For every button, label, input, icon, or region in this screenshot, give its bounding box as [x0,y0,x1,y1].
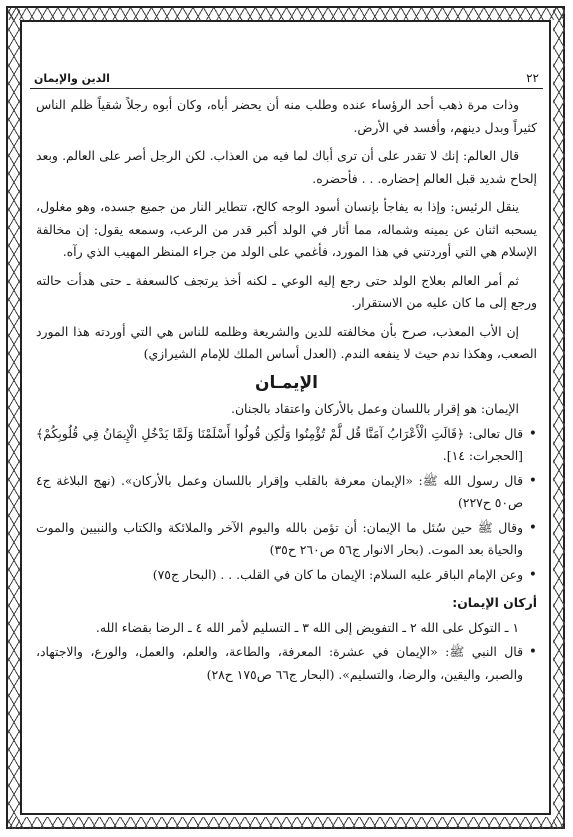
border-pattern-bottom [8,817,565,829]
section-title-text: الإيمـان [255,372,318,393]
page-content [36,94,537,692]
border-pattern-right [553,8,565,829]
border-pattern-top [8,8,565,20]
running-header [30,66,543,89]
definition: الإيمان: هو إقرار باللسان وعمل بالأركان واعتقاد بالجنان. [231,401,519,416]
paragraph: ثم أمر العالم بعلاج الولد حتى رجع إليه الوعي ـ لكنه أخذ يرتجف كالسعفة ـ حتى هدأت حالته ورجع إلى ما كان عليه من الاستقرار. [36,272,537,310]
paragraph: قال العالم: إنك لا تقدر على أن ترى أباك لما فيه من العذاب. لكن الرجل أصر على العالم. وبعد إلحاح شديد قبل العالم إحضاره. . . فأحضره. [36,148,537,186]
border-pattern-left [8,8,20,829]
section-title [36,372,537,395]
paragraph: إن الأب المعذب، صرح بأن مخالفته للدين والشريعة وظلمه للناس هي التي أوردته هذا المورد الصعب، وهكذا ندم حيث لا ينفعه الندم. (العدل أساس الملك للإمام الشيرازي) [36,323,537,361]
list-item: • قال تعالى: ﴿قَالَتِ الْأَعْرَابُ آمَنَّا قُل لَّمْ تُؤْمِنُوا وَلَٰكِن قُولُوا أَسْلَمْنَا وَلَمَّا يَدْخُلِ الْإِيمَانُ فِي قُلُوبِكُمْ﴾ [الحجرات: ١٤]. [36,423,537,468]
list-item: • قال النبي ﷺ: «الإيمان في عشرة: المعرفة، والطاعة، والعلم، والعمل، والورع، والاجتهاد، والصبر، واليقين، والرضا، والتسليم». (البحار ج٦٦ ص١٧٥ ح٢٨) [36,641,537,686]
page-number: ٢٢ [526,71,539,85]
subheading: أركان الإيمان: [452,595,537,610]
pillars-list: ١ ـ التوكل على الله ٢ ـ التفويض إلى الله ٣ ـ التسليم لأمر الله ٤ ـ الرضا بقضاء الله. [95,619,519,635]
header-title: الدين والإيمان [34,72,110,85]
list-item: • وقال ﷺ حين سُئل ما الإيمان: أن تؤمن بالله واليوم الآخر والملائكة والكتاب والنبيين والموت والحياة بعد الموت. (بحار الانوار ج٥٦ ص٢٦٠ ح٣٥) [36,517,537,562]
list-item: • قال رسول الله ﷺ: «الإيمان معرفة بالقلب وإقرار باللسان وعمل بالأركان». (نهج البلاغة ج٤ ص٥٠ ح٢٢٧) [36,470,537,515]
paragraph: وذات مرة ذهب أحد الرؤساء عنده وطلب منه أن يحضر أباه، وكان أبوه رجلاً شقياً ظلم الناس كثيراً وبدل دينهم، وأفسد في الأرض. [36,97,537,135]
paragraph: ينقل الرئيس: وإذا به يفاجأ بإنسان أسود الوجه كالح، تتطاير النار من جميع جسده، وهو مغلول، يسحبه اثنان عن يمينه وشماله، مما أثار في الولد أكبر قدر من الرعب، وسمعه يقول: إن مخالفة الإسلام هي التي أوردتني في هذا المورد، فأغمي على الولد من جراء المنظر المهيب الذي رآه. [36,199,537,259]
list-item: • وعن الإمام الباقر عليه السلام: الإيمان ما كان في القلب. . . (البحار ج٧٥) [36,564,537,587]
